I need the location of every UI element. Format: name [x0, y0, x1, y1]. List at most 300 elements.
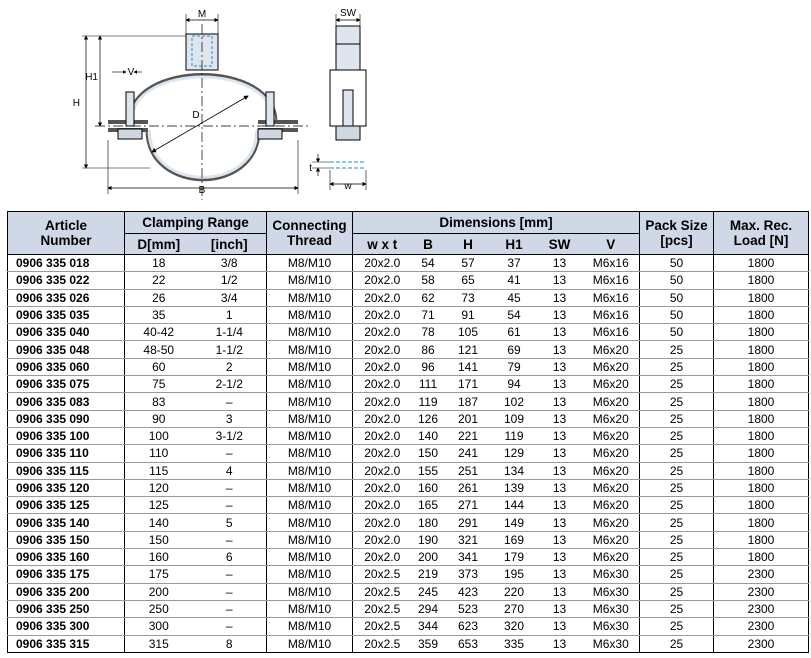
cell-dim-sw: 13 [537, 358, 583, 375]
cell-article-number: 0906 335 140 [8, 514, 125, 531]
cell-dim-wxt: 20x2.0 [353, 306, 412, 323]
cell-clamping-mm: 100 [125, 427, 193, 444]
cell-dim-v: M6x16 [583, 324, 640, 341]
cell-dim-h: 141 [445, 358, 492, 375]
cell-dim-sw: 13 [537, 497, 583, 514]
side-view [312, 14, 366, 190]
dim-label-h: H [72, 98, 80, 109]
cell-dim-sw: 13 [537, 635, 583, 652]
cell-connecting-thread: M8/M10 [267, 531, 353, 548]
cell-dim-wxt: 20x2.0 [353, 410, 412, 427]
cell-dim-b: 126 [412, 410, 445, 427]
cell-dim-b: 160 [412, 479, 445, 496]
header-clamping-range: Clamping Range [125, 212, 267, 234]
cell-dim-b: 359 [412, 635, 445, 652]
cell-dim-b: 190 [412, 531, 445, 548]
cell-dim-h: 373 [445, 566, 492, 583]
table-row [8, 272, 809, 289]
cell-max-load: 1800 [714, 289, 809, 306]
cell-dim-wxt: 20x2.0 [353, 324, 412, 341]
cell-clamping-inch: – [193, 479, 267, 496]
cell-clamping-inch: 1/2 [193, 272, 267, 289]
cell-clamping-mm: 140 [125, 514, 193, 531]
cell-dim-v: M6x30 [583, 618, 640, 635]
cell-connecting-thread: M8/M10 [267, 393, 353, 410]
cell-clamping-inch: 3 [193, 410, 267, 427]
cell-article-number: 0906 335 200 [8, 583, 125, 600]
cell-pack-size: 25 [640, 358, 714, 375]
cell-max-load: 1800 [714, 255, 809, 272]
cell-dim-h1: 220 [492, 583, 537, 600]
cell-connecting-thread: M8/M10 [267, 445, 353, 462]
cell-dim-h1: 134 [492, 462, 537, 479]
cell-pack-size: 25 [640, 376, 714, 393]
cell-dim-sw: 13 [537, 549, 583, 566]
cell-dim-wxt: 20x2.0 [353, 376, 412, 393]
cell-connecting-thread: M8/M10 [267, 358, 353, 375]
cell-clamping-inch: 1-1/2 [193, 341, 267, 358]
cell-clamping-mm: 115 [125, 462, 193, 479]
cell-dim-b: 111 [412, 376, 445, 393]
cell-dim-h1: 129 [492, 445, 537, 462]
cell-dim-b: 155 [412, 462, 445, 479]
cell-max-load: 1800 [714, 462, 809, 479]
dim-label-v: V [127, 67, 135, 78]
cell-dim-sw: 13 [537, 376, 583, 393]
cell-dim-b: 140 [412, 427, 445, 444]
cell-connecting-thread: M8/M10 [267, 255, 353, 272]
cell-clamping-inch: – [193, 618, 267, 635]
cell-dim-h1: 94 [492, 376, 537, 393]
cell-dim-sw: 13 [537, 566, 583, 583]
cell-dim-h: 201 [445, 410, 492, 427]
cell-max-load: 1800 [714, 376, 809, 393]
cell-clamping-inch: – [193, 393, 267, 410]
cell-max-load: 1800 [714, 306, 809, 323]
cell-clamping-mm: 35 [125, 306, 193, 323]
cell-clamping-mm: 150 [125, 531, 193, 548]
cell-article-number: 0906 335 150 [8, 531, 125, 548]
table-row [8, 358, 809, 375]
cell-dim-h: 291 [445, 514, 492, 531]
table-row [8, 531, 809, 548]
cell-dim-sw: 13 [537, 393, 583, 410]
table-row [8, 324, 809, 341]
cell-dim-v: M6x30 [583, 583, 640, 600]
table-row [8, 410, 809, 427]
cell-dim-h: 105 [445, 324, 492, 341]
cell-dim-h: 241 [445, 445, 492, 462]
table-row [8, 427, 809, 444]
cell-clamping-inch: – [193, 497, 267, 514]
cell-dim-sw: 13 [537, 479, 583, 496]
cell-dim-b: 86 [412, 341, 445, 358]
cell-dim-h: 271 [445, 497, 492, 514]
cell-pack-size: 25 [640, 462, 714, 479]
cell-dim-b: 294 [412, 600, 445, 617]
cell-dim-wxt: 20x2.5 [353, 583, 412, 600]
cell-max-load: 1800 [714, 479, 809, 496]
cell-clamping-mm: 60 [125, 358, 193, 375]
table-row [8, 341, 809, 358]
table-row [8, 376, 809, 393]
cell-article-number: 0906 335 048 [8, 341, 125, 358]
cell-dim-v: M6x16 [583, 306, 640, 323]
cell-pack-size: 50 [640, 324, 714, 341]
cell-article-number: 0906 335 035 [8, 306, 125, 323]
cell-connecting-thread: M8/M10 [267, 376, 353, 393]
dim-label-t: t [309, 163, 312, 174]
table-row [8, 600, 809, 617]
cell-dim-wxt: 20x2.0 [353, 462, 412, 479]
cell-dim-h1: 54 [492, 306, 537, 323]
spec-table [7, 211, 809, 653]
cell-clamping-mm: 175 [125, 566, 193, 583]
header-dim-sw: SW [537, 234, 583, 255]
cell-pack-size: 25 [640, 341, 714, 358]
cell-connecting-thread: M8/M10 [267, 427, 353, 444]
cell-dim-h1: 69 [492, 341, 537, 358]
technical-drawing [0, 0, 811, 210]
cell-clamping-inch: – [193, 583, 267, 600]
cell-dim-v: M6x20 [583, 549, 640, 566]
table-row [8, 462, 809, 479]
cell-clamping-inch: 5 [193, 514, 267, 531]
cell-max-load: 2300 [714, 618, 809, 635]
cell-clamping-inch: 1 [193, 306, 267, 323]
cell-connecting-thread: M8/M10 [267, 514, 353, 531]
cell-dim-h: 221 [445, 427, 492, 444]
cell-dim-h1: 149 [492, 514, 537, 531]
cell-max-load: 1800 [714, 549, 809, 566]
cell-dim-v: M6x20 [583, 358, 640, 375]
cell-dim-h: 251 [445, 462, 492, 479]
cell-dim-h: 321 [445, 531, 492, 548]
header-dim-v: V [583, 234, 640, 255]
cell-dim-b: 71 [412, 306, 445, 323]
cell-dim-wxt: 20x2.5 [353, 618, 412, 635]
cell-connecting-thread: M8/M10 [267, 272, 353, 289]
cell-clamping-inch: 4 [193, 462, 267, 479]
cell-dim-v: M6x16 [583, 272, 640, 289]
cell-dim-sw: 13 [537, 289, 583, 306]
cell-clamping-mm: 300 [125, 618, 193, 635]
header-clamping-mm: D[mm] [125, 234, 193, 255]
cell-max-load: 1800 [714, 514, 809, 531]
cell-max-load: 1800 [714, 445, 809, 462]
cell-pack-size: 25 [640, 531, 714, 548]
cell-clamping-inch: – [193, 531, 267, 548]
cell-dim-h: 653 [445, 635, 492, 652]
cell-article-number: 0906 335 018 [8, 255, 125, 272]
cell-article-number: 0906 335 083 [8, 393, 125, 410]
cell-dim-h1: 61 [492, 324, 537, 341]
cell-connecting-thread: M8/M10 [267, 635, 353, 652]
cell-connecting-thread: M8/M10 [267, 324, 353, 341]
cell-dim-wxt: 20x2.0 [353, 255, 412, 272]
cell-dim-v: M6x16 [583, 255, 640, 272]
cell-clamping-inch: 2-1/2 [193, 376, 267, 393]
header-dim-h: H [445, 234, 492, 255]
table-row [8, 306, 809, 323]
cell-dim-b: 344 [412, 618, 445, 635]
cell-dim-h1: 320 [492, 618, 537, 635]
cell-dim-sw: 13 [537, 462, 583, 479]
table-row [8, 289, 809, 306]
cell-dim-b: 219 [412, 566, 445, 583]
cell-dim-v: M6x20 [583, 445, 640, 462]
cell-clamping-mm: 125 [125, 497, 193, 514]
cell-dim-h1: 144 [492, 497, 537, 514]
front-view [82, 14, 310, 200]
cell-clamping-mm: 48-50 [125, 341, 193, 358]
cell-dim-h: 73 [445, 289, 492, 306]
cell-clamping-inch: – [193, 445, 267, 462]
cell-clamping-inch: 3/8 [193, 255, 267, 272]
cell-dim-wxt: 20x2.0 [353, 358, 412, 375]
cell-clamping-inch: – [193, 600, 267, 617]
cell-article-number: 0906 335 120 [8, 479, 125, 496]
cell-dim-sw: 13 [537, 272, 583, 289]
table-row [8, 549, 809, 566]
cell-dim-h: 423 [445, 583, 492, 600]
cell-dim-b: 58 [412, 272, 445, 289]
cell-dim-v: M6x16 [583, 289, 640, 306]
dim-label-b: B [198, 185, 206, 196]
cell-dim-h: 341 [445, 549, 492, 566]
cell-article-number: 0906 335 026 [8, 289, 125, 306]
cell-dim-h1: 102 [492, 393, 537, 410]
cell-dim-b: 62 [412, 289, 445, 306]
cell-dim-wxt: 20x2.0 [353, 531, 412, 548]
cell-max-load: 1800 [714, 324, 809, 341]
table-row [8, 393, 809, 410]
cell-max-load: 1800 [714, 531, 809, 548]
cell-dim-v: M6x20 [583, 341, 640, 358]
cell-pack-size: 25 [640, 549, 714, 566]
cell-dim-v: M6x20 [583, 479, 640, 496]
cell-dim-v: M6x20 [583, 427, 640, 444]
cell-dim-b: 245 [412, 583, 445, 600]
cell-article-number: 0906 335 110 [8, 445, 125, 462]
cell-dim-b: 165 [412, 497, 445, 514]
cell-pack-size: 25 [640, 600, 714, 617]
header-dim-b: B [412, 234, 445, 255]
cell-clamping-inch: 3-1/2 [193, 427, 267, 444]
cell-clamping-mm: 110 [125, 445, 193, 462]
cell-article-number: 0906 335 160 [8, 549, 125, 566]
cell-dim-sw: 13 [537, 427, 583, 444]
cell-connecting-thread: M8/M10 [267, 289, 353, 306]
header-dim-wxt: w x t [353, 234, 412, 255]
cell-dim-h: 57 [445, 255, 492, 272]
cell-dim-h1: 119 [492, 427, 537, 444]
cell-article-number: 0906 335 300 [8, 618, 125, 635]
cell-article-number: 0906 335 022 [8, 272, 125, 289]
cell-clamping-inch: 8 [193, 635, 267, 652]
cell-dim-h1: 37 [492, 255, 537, 272]
cell-article-number: 0906 335 075 [8, 376, 125, 393]
table-row [8, 566, 809, 583]
table-row [8, 618, 809, 635]
cell-clamping-mm: 90 [125, 410, 193, 427]
cell-article-number: 0906 335 125 [8, 497, 125, 514]
cell-max-load: 2300 [714, 583, 809, 600]
header-dim-h1: H1 [492, 234, 537, 255]
header-clamping-inch: [inch] [193, 234, 267, 255]
header-max-load: Max. Rec. Load [N] [714, 212, 809, 255]
cell-dim-h1: 109 [492, 410, 537, 427]
cell-article-number: 0906 335 040 [8, 324, 125, 341]
cell-article-number: 0906 335 250 [8, 600, 125, 617]
cell-article-number: 0906 335 100 [8, 427, 125, 444]
cell-dim-v: M6x20 [583, 393, 640, 410]
cell-connecting-thread: M8/M10 [267, 600, 353, 617]
cell-dim-h: 623 [445, 618, 492, 635]
cell-dim-v: M6x20 [583, 410, 640, 427]
cell-dim-h1: 139 [492, 479, 537, 496]
cell-clamping-mm: 18 [125, 255, 193, 272]
cell-dim-sw: 13 [537, 324, 583, 341]
cell-clamping-mm: 200 [125, 583, 193, 600]
cell-article-number: 0906 335 060 [8, 358, 125, 375]
cell-max-load: 1800 [714, 410, 809, 427]
cell-dim-sw: 13 [537, 583, 583, 600]
cell-dim-sw: 13 [537, 531, 583, 548]
dim-label-d: D [192, 110, 200, 121]
cell-dim-h: 187 [445, 393, 492, 410]
cell-max-load: 2300 [714, 635, 809, 652]
cell-dim-h: 121 [445, 341, 492, 358]
cell-pack-size: 25 [640, 393, 714, 410]
cell-clamping-mm: 250 [125, 600, 193, 617]
cell-dim-sw: 13 [537, 600, 583, 617]
cell-dim-v: M6x20 [583, 497, 640, 514]
cell-dim-wxt: 20x2.0 [353, 514, 412, 531]
cell-dim-h1: 169 [492, 531, 537, 548]
dim-label-sw: SW [339, 8, 357, 19]
cell-clamping-inch: 3/4 [193, 289, 267, 306]
cell-clamping-mm: 120 [125, 479, 193, 496]
cell-dim-b: 119 [412, 393, 445, 410]
cell-connecting-thread: M8/M10 [267, 549, 353, 566]
cell-clamping-mm: 315 [125, 635, 193, 652]
cell-clamping-mm: 83 [125, 393, 193, 410]
header-pack-size: Pack Size [pcs] [640, 212, 714, 255]
cell-max-load: 2300 [714, 566, 809, 583]
cell-dim-v: M6x20 [583, 514, 640, 531]
cell-clamping-mm: 22 [125, 272, 193, 289]
cell-pack-size: 25 [640, 618, 714, 635]
cell-dim-h1: 179 [492, 549, 537, 566]
table-row [8, 445, 809, 462]
cell-dim-wxt: 20x2.5 [353, 635, 412, 652]
cell-dim-wxt: 20x2.5 [353, 566, 412, 583]
cell-article-number: 0906 335 090 [8, 410, 125, 427]
cell-pack-size: 25 [640, 566, 714, 583]
cell-dim-wxt: 20x2.0 [353, 393, 412, 410]
cell-dim-sw: 13 [537, 445, 583, 462]
cell-connecting-thread: M8/M10 [267, 497, 353, 514]
cell-dim-b: 78 [412, 324, 445, 341]
cell-clamping-mm: 160 [125, 549, 193, 566]
cell-dim-b: 180 [412, 514, 445, 531]
cell-dim-v: M6x30 [583, 635, 640, 652]
table-row [8, 255, 809, 272]
cell-dim-v: M6x20 [583, 462, 640, 479]
cell-dim-b: 200 [412, 549, 445, 566]
cell-dim-sw: 13 [537, 514, 583, 531]
cell-pack-size: 25 [640, 635, 714, 652]
cell-clamping-inch: 2 [193, 358, 267, 375]
cell-dim-h1: 41 [492, 272, 537, 289]
cell-dim-wxt: 20x2.0 [353, 289, 412, 306]
header-connecting-thread: Connecting Thread [267, 212, 353, 255]
cell-pack-size: 25 [640, 479, 714, 496]
cell-dim-v: M6x30 [583, 566, 640, 583]
cell-pack-size: 25 [640, 497, 714, 514]
cell-clamping-mm: 26 [125, 289, 193, 306]
cell-pack-size: 25 [640, 410, 714, 427]
dim-label-h1: H1 [85, 72, 98, 83]
cell-dim-b: 96 [412, 358, 445, 375]
cell-clamping-inch: – [193, 566, 267, 583]
cell-connecting-thread: M8/M10 [267, 618, 353, 635]
cell-pack-size: 25 [640, 514, 714, 531]
cell-pack-size: 50 [640, 289, 714, 306]
cell-connecting-thread: M8/M10 [267, 306, 353, 323]
cell-dim-v: M6x30 [583, 600, 640, 617]
cell-article-number: 0906 335 115 [8, 462, 125, 479]
cell-dim-h: 65 [445, 272, 492, 289]
cell-dim-h: 261 [445, 479, 492, 496]
dim-label-m: M [197, 9, 207, 20]
cell-dim-sw: 13 [537, 618, 583, 635]
cell-dim-h1: 270 [492, 600, 537, 617]
cell-max-load: 1800 [714, 497, 809, 514]
table-row [8, 635, 809, 652]
cell-max-load: 1800 [714, 341, 809, 358]
table-row [8, 497, 809, 514]
cell-dim-sw: 13 [537, 410, 583, 427]
cell-max-load: 1800 [714, 272, 809, 289]
table-row [8, 583, 809, 600]
cell-dim-h1: 45 [492, 289, 537, 306]
cell-dim-sw: 13 [537, 255, 583, 272]
cell-dim-h1: 335 [492, 635, 537, 652]
cell-dim-h: 171 [445, 376, 492, 393]
spec-table-body [8, 255, 809, 653]
cell-dim-wxt: 20x2.5 [353, 600, 412, 617]
cell-dim-wxt: 20x2.0 [353, 497, 412, 514]
cell-pack-size: 50 [640, 272, 714, 289]
cell-article-number: 0906 335 315 [8, 635, 125, 652]
cell-pack-size: 50 [640, 306, 714, 323]
header-dimensions: Dimensions [mm] [353, 212, 640, 234]
cell-max-load: 2300 [714, 600, 809, 617]
cell-dim-wxt: 20x2.0 [353, 549, 412, 566]
cell-dim-wxt: 20x2.0 [353, 427, 412, 444]
cell-dim-b: 150 [412, 445, 445, 462]
cell-connecting-thread: M8/M10 [267, 583, 353, 600]
cell-connecting-thread: M8/M10 [267, 462, 353, 479]
cell-pack-size: 25 [640, 427, 714, 444]
cell-clamping-mm: 40-42 [125, 324, 193, 341]
cell-pack-size: 25 [640, 583, 714, 600]
cell-max-load: 1800 [714, 393, 809, 410]
cell-dim-wxt: 20x2.0 [353, 445, 412, 462]
cell-article-number: 0906 335 175 [8, 566, 125, 583]
